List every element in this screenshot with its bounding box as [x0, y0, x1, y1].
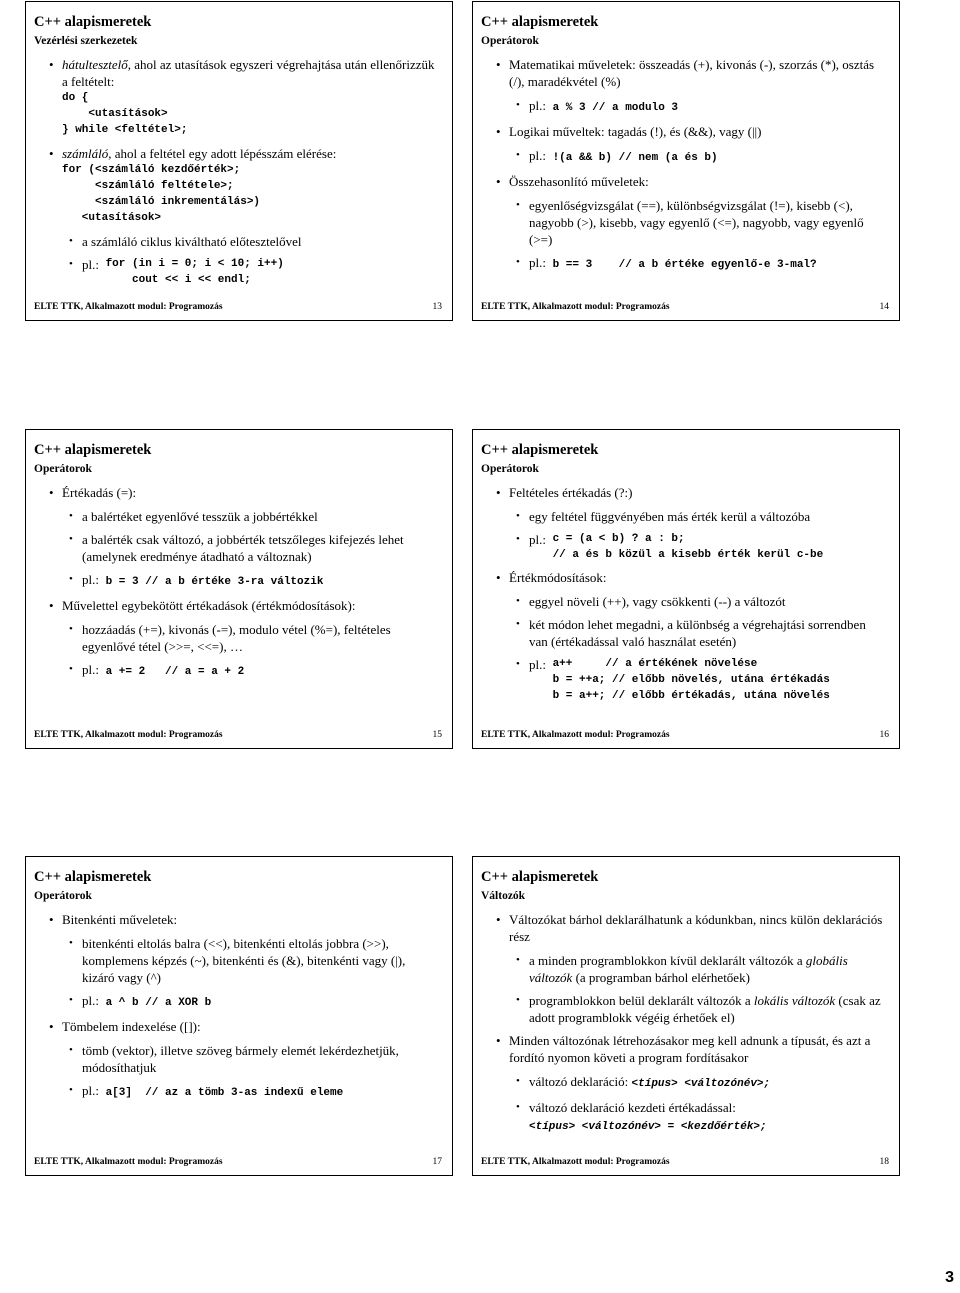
slide-footer: ELTE TTK, Alkalmazott modul: Programozás 18 [481, 1157, 889, 1167]
sub-bullet: • pl.: a++ // a értékének növelése b = ++a; // előbb növelés, utána értékadás b = a++; // előbb értékadás, utána növelés [513, 656, 885, 704]
sub-bullet: • két módon lehet megadni, a különbség a végrehajtási sorrendben van (értékadással való használat esetén) [513, 616, 885, 650]
slide-subtitle: Operátorok [34, 463, 92, 475]
sheet-page-number: 3 [945, 1269, 954, 1286]
bullet: • Tömbelem indexelése ([]): [46, 1018, 438, 1035]
slide-body [46, 911, 438, 1108]
slide-body [493, 56, 885, 280]
bullet: • Feltételes értékadás (?:) [493, 484, 885, 501]
slide-14 [472, 1, 900, 321]
slide-number: 18 [879, 1157, 889, 1167]
sub-bullet: • pl.: a[3] // az a tömb 3-as indexű eleme [66, 1082, 438, 1102]
slide-number: 15 [432, 730, 442, 740]
bullet: • Összehasonlító műveletek: [493, 173, 885, 190]
slide-number: 16 [879, 730, 889, 740]
slide-subtitle: Operátorok [481, 35, 539, 47]
slide-footer: ELTE TTK, Alkalmazott modul: Programozás 13 [34, 302, 442, 312]
code-block: for (<számláló kezdőérték>; <számláló feltétele>; <számláló inkrementálás>) <utasítások> [62, 164, 261, 224]
bullet: • Bitenkénti műveletek: [46, 911, 438, 928]
code-block: a++ // a értékének növelése b = ++a; // előbb növelés, utána értékadás b = a++; // előbb értékadás, utána növelés [552, 658, 830, 702]
sub-bullet: • pl.: !(a && b) // nem (a és b) [513, 147, 885, 167]
sub-bullet: • pl.: a ^ b // a XOR b [66, 992, 438, 1012]
slide-13 [25, 1, 453, 321]
sub-bullet: • pl.: for (in i = 0; i < 10; i++) cout << i << endl; [66, 256, 438, 288]
slide-body [46, 484, 438, 687]
sub-bullet: • tömb (vektor), illetve szöveg bármely elemét lekérdezhetjük, módosíthatjuk [66, 1042, 438, 1076]
slide-body [493, 911, 885, 1142]
slide-number: 17 [432, 1157, 442, 1167]
slide-body [493, 484, 885, 710]
code-block: do { <utasítások> } while <feltétel>; [62, 92, 188, 136]
sub-bullet: • pl.: b = 3 // a b értéke 3-ra változik [66, 571, 438, 591]
sub-bullet: • a számláló ciklus kiváltható előtesztelővel [66, 233, 438, 250]
sub-bullet: • a minden programblokkon kívül deklarált változók a globális változók (a programban bárhol elérhetőek) [513, 952, 885, 986]
slide-body [46, 56, 438, 294]
slide-footer: ELTE TTK, Alkalmazott modul: Programozás 17 [34, 1157, 442, 1167]
sub-bullet: • hozzáadás (+=), kivonás (-=), modulo vétel (%=), feltételes egyenlővé tétel (>>=, <<=), … [66, 621, 438, 655]
slide-title: C++ alapismeretek [481, 442, 599, 458]
sub-bullet: • bitenkénti eltolás balra (<<), bitenkénti eltolás jobbra (>>), komplemens képzés (~), bitenkénti és (&), bitenkénti vagy (|), kizáró vagy (^) [66, 935, 438, 986]
slide-subtitle: Operátorok [481, 463, 539, 475]
sub-bullet: • egy feltétel függvényében más érték kerül a változóba [513, 508, 885, 525]
slide-footer: ELTE TTK, Alkalmazott modul: Programozás 15 [34, 730, 442, 740]
slide-subtitle: Vezérlési szerkezetek [34, 35, 138, 47]
slide-title: C++ alapismeretek [481, 869, 599, 885]
slide-title: C++ alapismeretek [34, 869, 152, 885]
sub-bullet: • programblokkon belül deklarált változók a lokális változók (csak az adott programblokk végéig érhetőek el) [513, 992, 885, 1026]
sub-bullet: • pl.: b == 3 // a b értéke egyenlő-e 3-mal? [513, 254, 885, 274]
slide-footer: ELTE TTK, Alkalmazott modul: Programozás 14 [481, 302, 889, 312]
slide-15 [25, 429, 453, 749]
sub-bullet: • a balértéket egyenlővé tesszük a jobbértékkel [66, 508, 438, 525]
slide-16 [472, 429, 900, 749]
slide-subtitle: Változók [481, 890, 526, 902]
slide-footer: ELTE TTK, Alkalmazott modul: Programozás 16 [481, 730, 889, 740]
code-block: for (in i = 0; i < 10; i++) cout << i << endl; [105, 258, 284, 286]
slide-18 [472, 856, 900, 1176]
bullet: • Művelettel egybekötött értékadások (értékmódosítások): [46, 597, 438, 614]
sub-bullet: • pl.: c = (a < b) ? a : b; // a és b közül a kisebb érték kerül c-be [513, 531, 885, 563]
slide-title: C++ alapismeretek [481, 14, 599, 30]
slide-title: C++ alapismeretek [34, 14, 152, 30]
slide-number: 13 [432, 302, 442, 312]
bullet: • Változókat bárhol deklarálhatunk a kódunkban, nincs külön deklarációs rész [493, 911, 885, 945]
bullet: • Értékadás (=): [46, 484, 438, 501]
sub-bullet: • változó deklaráció kezdeti értékadással: <típus> <változónév> = <kezdőérték>; [513, 1099, 885, 1136]
bullet: • Logikai műveltek: tagadás (!), és (&&), vagy (||) [493, 123, 885, 140]
sub-bullet: • pl.: a % 3 // a modulo 3 [513, 97, 885, 117]
slide-17 [25, 856, 453, 1176]
sub-bullet: • pl.: a += 2 // a = a + 2 [66, 661, 438, 681]
bullet: • hátultesztelő, ahol az utasítások egyszeri végrehajtása után ellenőrizzük a feltételt: do { <utasítások> } while <feltétel>; [46, 56, 438, 138]
slide-number: 14 [879, 302, 889, 312]
bullet: • Matematikai műveletek: összeadás (+), kivonás (-), szorzás (*), osztás (/), maradékvétel (%) [493, 56, 885, 90]
sub-bullet: • eggyel növeli (++), vagy csökkenti (--) a változót [513, 593, 885, 610]
sub-bullet: • a balérték csak változó, a jobbérték tetszőleges kifejezés lehet (amelynek eredménye átadható a változnak) [66, 531, 438, 565]
bullet: • Minden változónak létrehozásakor meg kell adnunk a típusát, és azt a fordító nyomon követi a program fordításakor [493, 1032, 885, 1066]
slide-subtitle: Operátorok [34, 890, 92, 902]
slide-title: C++ alapismeretek [34, 442, 152, 458]
code-block: c = (a < b) ? a : b; // a és b közül a kisebb érték kerül c-be [552, 533, 824, 561]
bullet: • Értékmódosítások: [493, 569, 885, 586]
sub-bullet: • egyenlőségvizsgálat (==), különbségvizsgálat (!=), kisebb (<), nagyobb (>), kisebb, vagy egyenlő (<=), nagyobb, vagy egyenlő (>=) [513, 197, 885, 248]
sub-bullet: • változó deklaráció: <típus> <változónév>; [513, 1073, 885, 1093]
bullet: • számláló, ahol a feltétel egy adott lépésszám elérése: for (<számláló kezdőérték>; <számláló feltétele>; <számláló inkrementálás>) <utasítások> [46, 145, 438, 226]
